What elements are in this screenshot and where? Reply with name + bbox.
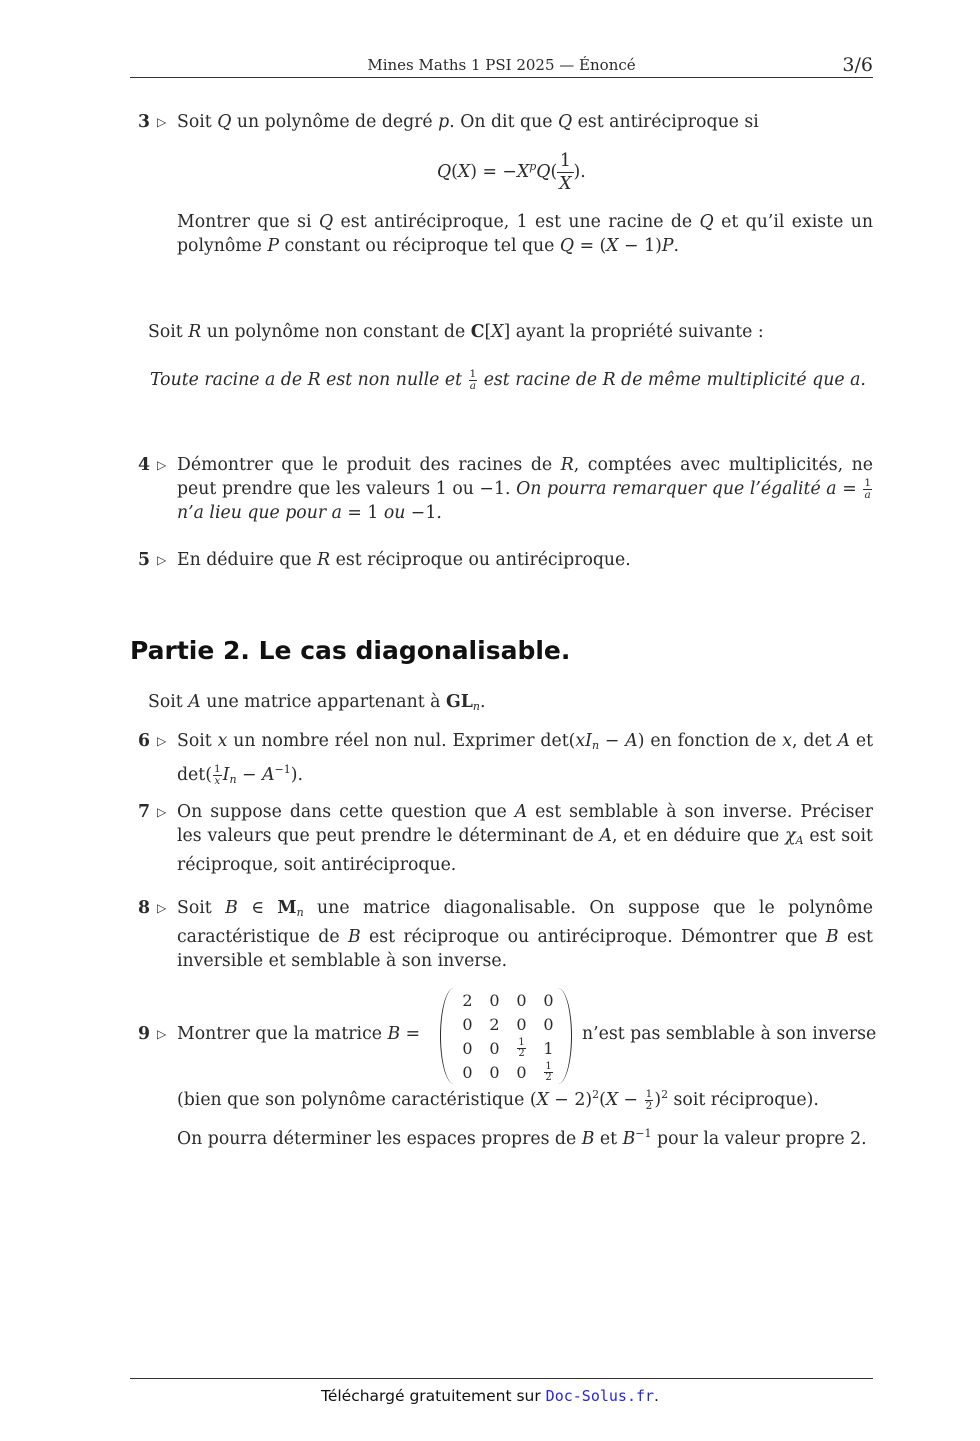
question-number: 6 xyxy=(138,731,151,751)
triangle-marker-icon: ▷ xyxy=(157,734,167,748)
triangle-marker-icon: ▷ xyxy=(157,1027,167,1041)
question-6 xyxy=(138,729,873,792)
matrix-cell: 0 xyxy=(516,1014,527,1034)
intro-paragraph: Soit R un polynôme non constant de C[X] ayant la propriété suivante : xyxy=(148,322,764,342)
question-text: En déduire que R est réciproque ou antiréciproque. xyxy=(177,550,631,570)
matrix-cell: 0 xyxy=(489,990,500,1010)
right-parenthesis xyxy=(557,988,572,1084)
question-text: Démontrer que le produit des racines de R, comptées avec multiplicités, ne peut prendre que les valeurs 1 ou −1. On pourra remarquer que l’égalité a = $\frac{1}{a}$ n’a lieu que pour a = 1 ou −1. xyxy=(177,455,873,523)
matrix-cell: 0 xyxy=(462,1014,473,1034)
footer-link[interactable]: Doc-Solus.fr xyxy=(545,1387,655,1405)
question-number: 7 xyxy=(138,802,151,822)
equation-antireciprocal: $Q(X) = -X^pQ$( $\frac{1}{X}$ ). xyxy=(437,151,586,194)
footer-rule xyxy=(130,1378,873,1379)
page-number: 3/6 xyxy=(842,54,873,76)
matrix-cell: $\frac{1}{2}$ xyxy=(518,1036,525,1059)
question-number: 3 xyxy=(138,112,151,132)
matrix-cell: $\frac{1}{2}$ xyxy=(545,1060,552,1083)
matrix-cell: 1 xyxy=(543,1038,554,1058)
question-9-continuation: (bien que son polynôme caractéristique $(X - 2)^2(X$ − $\frac{1}{2}$ )$^2$ soit réciproque). xyxy=(177,1088,819,1112)
question-text: Montrer que la matrice B = xyxy=(177,1024,421,1044)
matrix-cell: 0 xyxy=(462,1062,473,1082)
triangle-marker-icon: ▷ xyxy=(157,553,167,567)
matrix-b xyxy=(440,988,572,1084)
matrix-cell: 0 xyxy=(543,1014,554,1034)
question-number: 5 xyxy=(138,550,151,570)
matrix-cell: 0 xyxy=(489,1038,500,1058)
question-text: Soit B ∈ $M_n$ une matrice diagonalisable. On suppose que le polynôme caractéristique de B est réciproque ou antiréciproque. Démontrer que B est inversible et semblable à son inverse. xyxy=(177,898,873,971)
matrix-cell: 0 xyxy=(516,1062,527,1082)
question-9-hint: On pourra déterminer les espaces propres de B et $B^{-1}$ pour la valeur propre 2. xyxy=(177,1127,867,1149)
triangle-marker-icon: ▷ xyxy=(157,805,167,819)
question-3 xyxy=(138,110,873,134)
matrix-cell: 0 xyxy=(489,1062,500,1082)
triangle-marker-icon: ▷ xyxy=(157,458,167,472)
question-9-inline: n’est pas semblable à son inverse xyxy=(582,1024,877,1044)
question-number: 9 xyxy=(138,1024,151,1044)
question-7 xyxy=(138,800,873,877)
matrix-cell: 2 xyxy=(489,1014,500,1034)
page-footer xyxy=(0,1387,980,1405)
header-rule xyxy=(130,77,873,78)
question-number: 4 xyxy=(138,455,151,475)
section-heading: Partie 2. Le cas diagonalisable. xyxy=(130,636,571,665)
section-intro: Soit A une matrice appartenant à $GL_n$. xyxy=(148,692,486,713)
question-8 xyxy=(138,896,873,973)
triangle-marker-icon: ▷ xyxy=(157,115,167,129)
matrix-cell: 2 xyxy=(462,990,473,1010)
question-4 xyxy=(138,453,873,525)
question-5 xyxy=(138,548,873,572)
matrix-cell: 0 xyxy=(516,990,527,1010)
header-title: Mines Maths 1 PSI 2025 — Énoncé xyxy=(367,56,636,74)
property-statement: Toute racine a de R est non nulle et $\frac{1}{a}$ est racine de R de même multiplicité que a. xyxy=(150,368,866,392)
question-text: On suppose dans cette question que A est semblable à son inverse. Préciser les valeurs que peut prendre le déterminant de A, et en déduire que $\chi_A$ est soit réciproque, soit antiréciproque. xyxy=(177,802,873,875)
question-3-continuation: Montrer que si Q est antiréciproque, 1 est une racine de Q et qu’il existe un polynôme P constant ou réciproque tel que Q = (X − 1)P. xyxy=(177,212,873,256)
question-number: 8 xyxy=(138,898,151,918)
question-text: Soit Q un polynôme de degré p. On dit que Q est antiréciproque si xyxy=(177,112,759,132)
matrix-table xyxy=(454,988,562,1084)
question-text: Soit x un nombre réel non nul. Exprimer $\det(xI_n - A)$ en fonction de x, det A et det( $\frac{1}{x}$ $I_n - A^{-1}$). xyxy=(177,731,874,787)
matrix-cell: 0 xyxy=(462,1038,473,1058)
footer-period: . xyxy=(654,1387,659,1405)
page-header xyxy=(130,54,873,78)
matrix-cell: 0 xyxy=(543,990,554,1010)
footer-text: Téléchargé gratuitement sur xyxy=(321,1387,541,1405)
triangle-marker-icon: ▷ xyxy=(157,901,167,915)
left-parenthesis xyxy=(440,988,455,1084)
